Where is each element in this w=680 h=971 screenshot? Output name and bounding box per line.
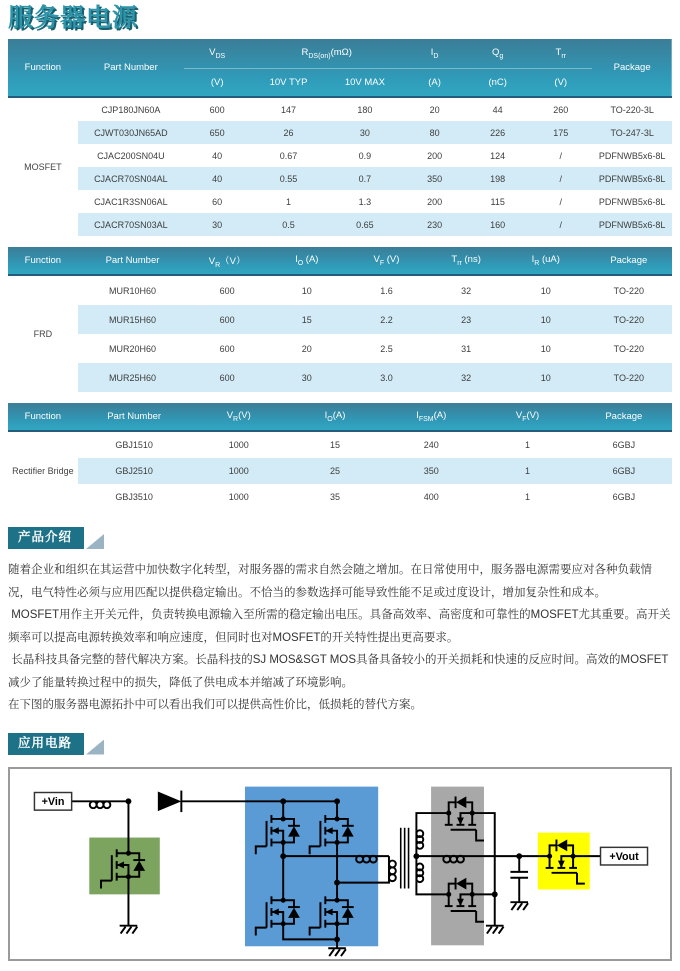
cell: 32 <box>461 285 472 296</box>
intro-paragraph: 随着企业和组织在其运营中加快数字化转型，对服务器的需求自然会随之增加。在日常使用中，服务器电源需要应对各种负载情况，电气特性必须与应用匹配以提供稳定输出。不恰当的参数选择可能导致性能不足或过度设计，增加复杂性和成本。 <box>8 564 652 599</box>
cell: 0.7 <box>327 167 403 190</box>
cell: 260 <box>553 104 569 115</box>
cell: 0.9 <box>358 150 372 161</box>
column-header-package: Package <box>576 403 672 431</box>
part-number-cell: MUR20H60 <box>108 343 156 354</box>
intro-paragraph: 长晶科技具备完整的替代解决方案。长晶科技的SJ MOS&SGT MOS具备具备较小的开关损耗和快速的反应时间。高效的MOSFET减少了能量转换过程中的损失，降低了供电成本并缩减了环境影响。 <box>8 654 669 689</box>
column-header: $I_O$ (A) <box>267 247 347 275</box>
cell: 147 <box>281 104 297 115</box>
column-header: $V_R(V)$ <box>187 247 267 275</box>
cell: 40 <box>212 150 223 161</box>
cell: 20 <box>301 343 312 354</box>
cell: 80 <box>403 121 466 144</box>
cell: 600 <box>219 285 235 296</box>
cell: TO-220 <box>586 363 672 392</box>
mosfet-table <box>8 39 672 236</box>
cell: TO-220 <box>613 343 644 354</box>
cell: 60 <box>212 196 223 207</box>
column-header-part-number: Part Number <box>78 403 191 431</box>
column-header-package: Package <box>592 39 672 97</box>
application-circuit-diagram <box>8 767 672 961</box>
column-header: $I_R$ (uA) <box>506 247 586 275</box>
cell: / <box>559 196 563 207</box>
cell: 400 <box>423 492 439 502</box>
cell: 26 <box>250 121 326 144</box>
cell: 226 <box>466 121 529 144</box>
column-header-part-number: Part Number <box>78 247 188 275</box>
table-row <box>8 167 672 190</box>
column-header: $R_{DS(on)}(m\Omega)$ <box>301 46 352 60</box>
cell: 1000 <box>228 440 249 450</box>
cell: 25 <box>287 458 383 484</box>
cell: 30 <box>327 121 403 144</box>
cell: 240 <box>423 440 439 450</box>
column-header-function: Function <box>8 403 78 431</box>
cell: 30 <box>184 213 250 236</box>
product-intro-text <box>8 559 672 717</box>
column-header: $I_O(A)$ <box>287 403 383 431</box>
column-header-function: Function <box>8 39 78 97</box>
circuit-svg <box>10 769 670 959</box>
column-header: $V_R(V)$ <box>191 403 287 431</box>
cell: 198 <box>466 167 529 190</box>
part-number-cell: CJWT030JN65AD <box>78 121 184 144</box>
cell: 10 <box>506 363 586 392</box>
cell: 350 <box>383 458 479 484</box>
part-number-cell: CJAC200SN04U <box>97 150 165 161</box>
column-header: $T_{rr}$ (ns) <box>426 247 506 275</box>
vout-label: +Vout <box>609 850 639 863</box>
application-circuit-badge: 应用电路 <box>8 733 84 755</box>
table-row <box>8 97 672 121</box>
cell: 6GBJ <box>576 458 672 484</box>
cell: 2.2 <box>347 305 427 334</box>
cell: PDFNWB5x6-8L <box>592 167 672 190</box>
cell: 35 <box>329 492 340 502</box>
part-number-cell: MUR15H60 <box>78 305 188 334</box>
part-number-cell: CJACR70SN03AL <box>78 213 184 236</box>
cell: 1000 <box>228 492 249 502</box>
table-row <box>8 363 672 392</box>
cell: 650 <box>184 121 250 144</box>
table-row <box>8 431 672 458</box>
cell: 1000 <box>191 458 287 484</box>
vin-terminal <box>34 792 71 810</box>
function-cell: Rectifier Bridge <box>8 431 78 510</box>
column-subheader: 10V MAX <box>327 68 403 97</box>
transformer-primary-icon <box>389 860 396 881</box>
frd-table <box>8 247 672 392</box>
column-header: $Q_g$ <box>492 46 504 60</box>
cell: PDFNWB5x6-8L <box>598 150 666 161</box>
vin-label: +Vin <box>41 795 65 808</box>
cell: 200 <box>427 196 443 207</box>
column-subheader: (V) <box>529 68 592 97</box>
cell: 15 <box>267 305 347 334</box>
column-header: $V_{DS}$ <box>209 46 226 60</box>
part-number-cell: CJP180JN60A <box>101 104 161 115</box>
boost-inductor-icon <box>90 801 111 808</box>
table-row <box>8 334 672 363</box>
cell: 10 <box>540 285 551 296</box>
cell: 0.65 <box>327 213 403 236</box>
cell: 1 <box>525 492 531 502</box>
cell: 0.55 <box>250 167 326 190</box>
page-title: 服务器电源 <box>8 4 139 32</box>
cell: 10 <box>301 285 312 296</box>
cell: / <box>559 150 563 161</box>
column-header: $I_{FSM}(A)$ <box>383 403 479 431</box>
cell: 23 <box>426 305 506 334</box>
part-number-cell: CJAC1R3SN06AL <box>94 196 168 207</box>
cell: PDFNWB5x6-8L <box>592 213 672 236</box>
cell: 350 <box>403 167 466 190</box>
column-header: $T_{rr}$ <box>555 46 566 60</box>
part-number-cell: GBJ3510 <box>115 492 153 502</box>
cell: 15 <box>329 440 340 450</box>
column-subheader: (nC) <box>466 68 529 97</box>
table-row <box>8 458 672 484</box>
transformer-core-icon <box>401 827 409 888</box>
cell: 600 <box>209 104 225 115</box>
part-number-cell: CJACR70SN04AL <box>78 167 184 190</box>
column-header: $I_D$ <box>430 46 439 60</box>
part-number-cell: GBJ2510 <box>78 458 191 484</box>
vout-terminal <box>601 847 648 865</box>
cell: 6GBJ <box>612 492 636 502</box>
cell: 6GBJ <box>612 440 636 450</box>
cell: 600 <box>187 363 267 392</box>
intro-paragraph: MOSFET用作主开关元件，负责转换电源输入至所需的稳定输出电压。具备高效率、高密度和可靠性的MOSFET尤其重要。高开关频率可以提高电源转换效率和响应速度，但同时也对MOSFET的开关特性提出更高要求。 <box>8 609 671 644</box>
column-header-part-number: Part Number <box>78 39 184 97</box>
cell: 31 <box>461 343 472 354</box>
column-subheader: 10V TYP <box>250 68 326 97</box>
cell: 200 <box>427 150 443 161</box>
cell: 600 <box>219 343 235 354</box>
column-subheader: (A) <box>403 68 466 97</box>
cell: 2.5 <box>380 343 393 354</box>
cell: 30 <box>267 363 347 392</box>
boost-diode-icon <box>158 790 182 812</box>
cell: 44 <box>492 104 503 115</box>
cell: 1 <box>286 196 292 207</box>
column-header: $V_F(V)$ <box>479 403 575 431</box>
output-capacitor-icon <box>510 856 528 902</box>
column-header-package: Package <box>586 247 672 275</box>
function-cell: MOSFET <box>8 97 78 236</box>
table-row <box>8 305 672 334</box>
cell: TO-220 <box>613 285 644 296</box>
bridge-highlight-blue <box>245 786 378 946</box>
cell: 1 <box>525 440 531 450</box>
cell: 175 <box>529 121 592 144</box>
cell: TO-247-3L <box>592 121 672 144</box>
cell: 180 <box>357 104 373 115</box>
cell: 10 <box>540 343 551 354</box>
cell: 1 <box>479 458 575 484</box>
cell: 20 <box>429 104 440 115</box>
table-row <box>8 275 672 305</box>
function-cell: FRD <box>8 275 78 392</box>
cell: TO-220 <box>586 305 672 334</box>
cell: 40 <box>184 167 250 190</box>
table-row <box>8 190 672 213</box>
product-intro-badge: 产品介绍 <box>8 527 84 549</box>
part-number-cell: MUR25H60 <box>78 363 188 392</box>
cell: TO-220-3L <box>610 104 654 115</box>
intro-paragraph: 在下图的服务器电源拓扑中可以看出我们可以提供高性价比，低损耗的替代方案。 <box>8 699 422 711</box>
table-row <box>8 484 672 510</box>
cell: 124 <box>490 150 506 161</box>
cell: 115 <box>490 196 505 207</box>
column-subheader: (V) <box>184 68 250 97</box>
cell: / <box>529 167 592 190</box>
column-header: $V_F$ (V) <box>347 247 427 275</box>
cell: 160 <box>466 213 529 236</box>
cell: 0.67 <box>279 150 298 161</box>
cell: 3.0 <box>347 363 427 392</box>
cell: 10 <box>506 305 586 334</box>
cell: 0.5 <box>250 213 326 236</box>
column-header-function: Function <box>8 247 78 275</box>
cell: 230 <box>403 213 466 236</box>
cell: 1.3 <box>358 196 372 207</box>
cell: 32 <box>426 363 506 392</box>
cell: PDFNWB5x6-8L <box>598 196 666 207</box>
cell: 1.6 <box>380 285 393 296</box>
table-row <box>8 213 672 236</box>
rectifier-bridge-table <box>8 403 672 510</box>
table-row <box>8 121 672 144</box>
cell: / <box>529 213 592 236</box>
cell: 600 <box>187 305 267 334</box>
part-number-cell: GBJ1510 <box>115 440 153 450</box>
part-number-cell: MUR10H60 <box>108 285 156 296</box>
table-row <box>8 144 672 167</box>
